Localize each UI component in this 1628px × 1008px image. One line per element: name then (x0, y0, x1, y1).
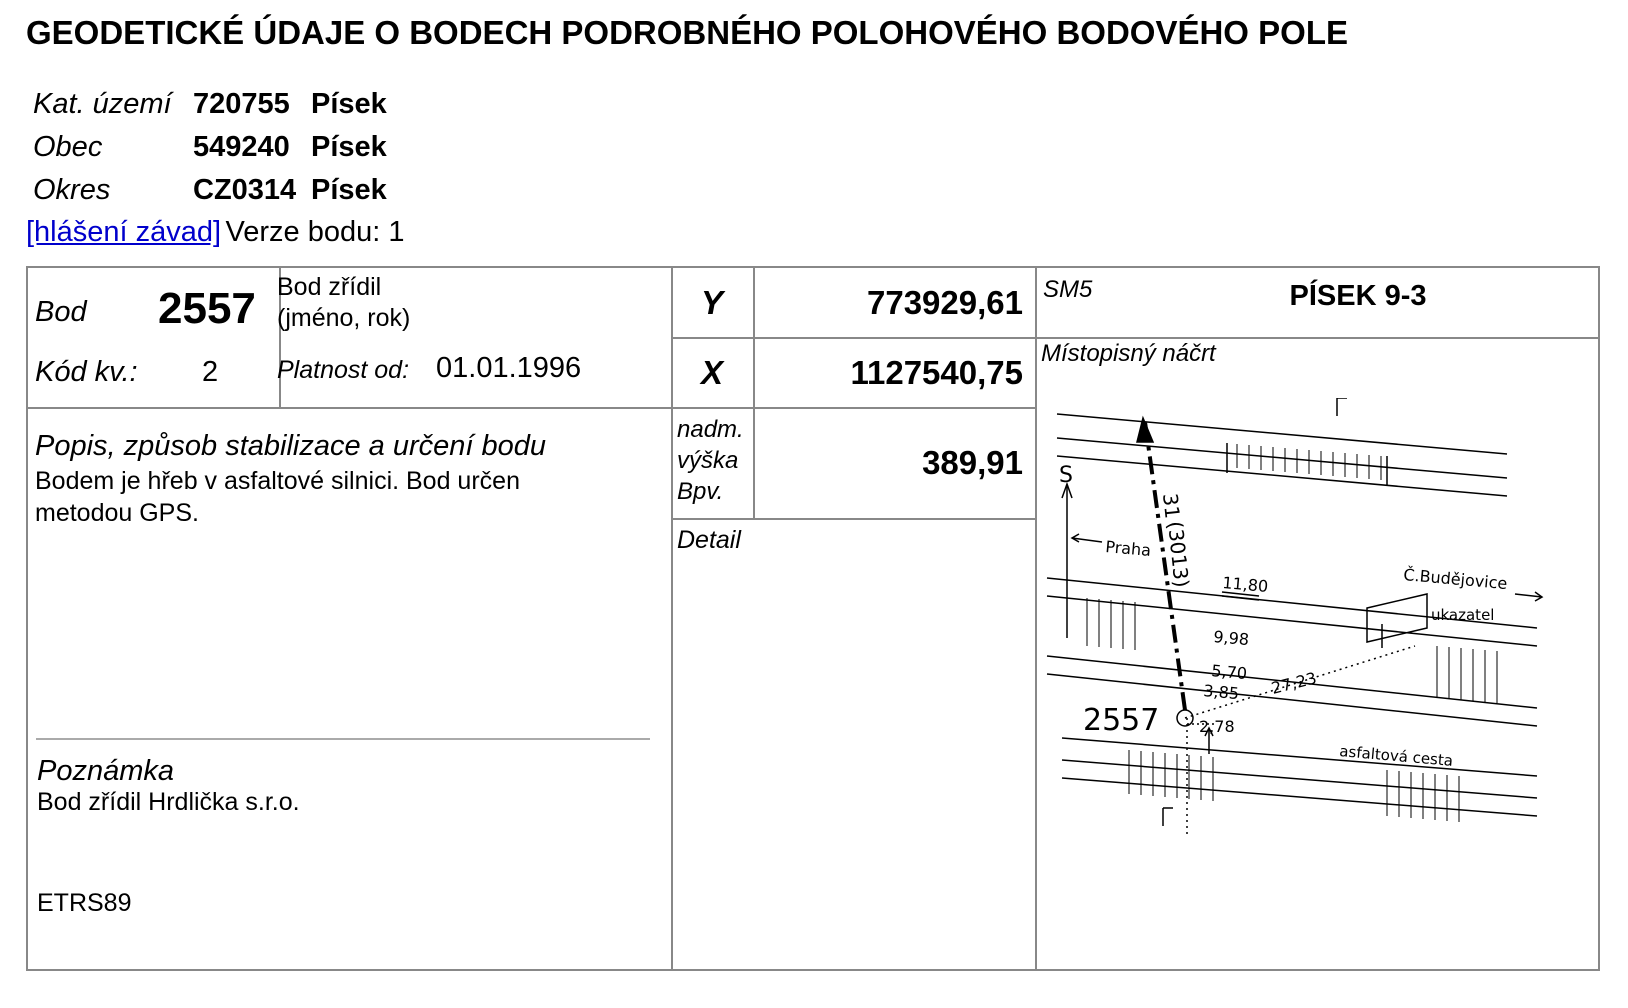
coordinate-system: ETRS89 (37, 889, 132, 917)
distance-278: 2,78 (1199, 717, 1235, 736)
corner-mark (1337, 398, 1347, 416)
distance-1180: 11,80 (1221, 573, 1269, 596)
hatch-lines (1387, 770, 1459, 822)
budejovice-label: Č.Budějovice (1402, 565, 1509, 594)
kod-kv-label: Kód kv.: (35, 356, 138, 388)
page-title: GEODETICKÉ ÚDAJE O BODECH PODROBNÉHO POLOHOVÉHO BODOVÉHO POLE (26, 14, 1348, 51)
x-label: X (700, 354, 723, 391)
y-value: 773929,61 (867, 284, 1023, 321)
obec-label: Obec (33, 131, 103, 163)
hatch-lines (1129, 750, 1213, 801)
popis-line-1: Bodem je hřeb v asfaltové silnici. Bod určen (35, 467, 520, 495)
zridil-label: Bod zřídil (277, 273, 382, 301)
x-value: 1127540,75 (850, 354, 1023, 391)
popis-heading: Popis, způsob stabilizace a určení bodu (35, 430, 547, 462)
okres-code: CZ0314 (193, 174, 297, 206)
kat-uzemi-code: 720755 (193, 88, 290, 120)
distance-998: 9,98 (1212, 627, 1250, 650)
report-defect-link[interactable]: [hlášení závad] (26, 216, 222, 248)
kat-uzemi-label: Kat. území (33, 88, 172, 120)
underline (1222, 596, 1259, 600)
zridil-sublabel: (jméno, rok) (277, 304, 411, 332)
road-line (1062, 760, 1537, 798)
platnost-value: 01.01.1996 (436, 352, 582, 384)
measure-31: 31 (1158, 492, 1185, 520)
popis-line-2: metodou GPS. (35, 499, 199, 527)
distance-570: 5,70 (1210, 661, 1248, 684)
sm5-label: SM5 (1043, 276, 1093, 303)
distance-385: 3,85 (1202, 681, 1240, 704)
bod-number: 2557 (158, 284, 256, 333)
y-label: Y (700, 284, 723, 321)
okres-name: Písek (311, 174, 387, 206)
nacrt-label: Místopisný náčrt (1041, 340, 1216, 367)
sign-box (1367, 594, 1427, 642)
kod-kv-value: 2 (202, 356, 219, 388)
vyska-label-1: nadm. (677, 416, 744, 443)
asfaltova-label: asfaltová cesta (1338, 742, 1454, 770)
detail-label: Detail (677, 526, 741, 554)
obec-name: Písek (311, 131, 387, 163)
bod-label: Bod (35, 296, 87, 328)
point-card (26, 266, 1600, 971)
obec-code: 549240 (193, 131, 290, 163)
road-line (1057, 456, 1507, 496)
platnost-label: Platnost od: (277, 356, 410, 384)
road-line (1057, 414, 1507, 454)
point-version: Verze bodu: 1 (225, 216, 405, 248)
distance-2723: 27,23 (1269, 668, 1319, 698)
road-line (1062, 778, 1537, 816)
corner-mark (1163, 808, 1173, 826)
vyska-label (677, 414, 744, 507)
location-sketch (1037, 398, 1597, 968)
poznamka-text: Bod zřídil Hrdlička s.r.o. (37, 788, 300, 816)
ukazatel-label: ukazatel (1431, 606, 1495, 624)
vyska-value: 389,91 (922, 444, 1023, 481)
kat-uzemi-name: Písek (311, 88, 387, 120)
okres-label: Okres (33, 174, 111, 206)
north-label: S (1059, 463, 1073, 488)
measure-3013: (3013) (1163, 520, 1194, 589)
poznamka-heading: Poznámka (37, 755, 175, 787)
sketch-point-number: 2557 (1083, 703, 1160, 738)
hatch-lines (1437, 646, 1497, 703)
road-line (1062, 738, 1537, 776)
road-line (1057, 438, 1507, 478)
praha-label: Praha (1104, 537, 1152, 560)
sm5-value: PÍSEK 9-3 (1289, 280, 1427, 312)
vyska-label-3: Bpv. (677, 478, 724, 505)
hatch-lines (1087, 598, 1135, 650)
vyska-label-2: výška (677, 447, 739, 474)
